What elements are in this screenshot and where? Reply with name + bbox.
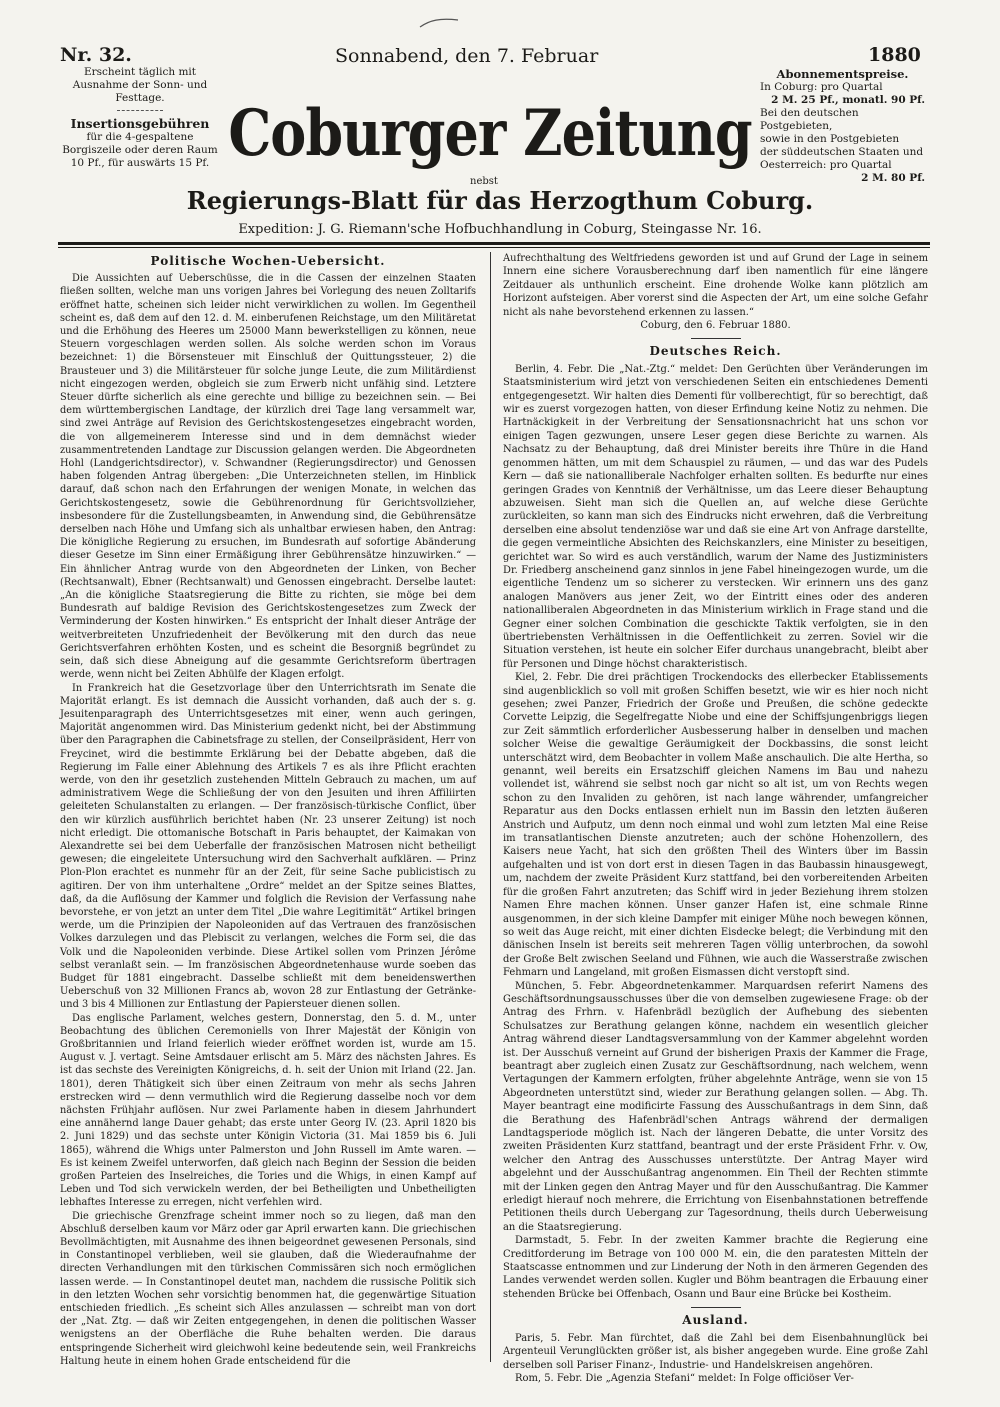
section-heading: Ausland. <box>682 1313 749 1328</box>
column-divider <box>490 252 491 1362</box>
article-dateline: Coburg, den 6. Februar 1880. <box>640 320 791 332</box>
issue-number: Nr. 32. <box>60 44 132 66</box>
newspaper-subtitle: Regierungs-Blatt für das Herzogthum Coburg. <box>186 186 814 215</box>
newspaper-title: Coburger Zeitung <box>228 95 752 171</box>
subscription-line: 2 M. 80 Pf. <box>861 172 925 184</box>
issue-year: 1880 <box>868 44 921 66</box>
subscription-line: Bei den deutschen Postgebieten, <box>760 107 859 132</box>
issue-date: Sonnabend, den 7. Februar <box>335 45 599 67</box>
article-paragraph: Rom, 5. Febr. Die „Agenzia Stefani“ meldet: In Folge officiöser Ver- <box>515 1372 854 1384</box>
subscription-line: Oesterreich: pro Quartal <box>760 159 892 171</box>
subscription-label: Abonnementspreise. <box>776 67 909 81</box>
subscription-line: In Coburg: pro Quartal <box>760 81 883 93</box>
divider <box>691 338 741 339</box>
article-paragraph: Aufrechthaltung des Weltfriedens geworden ist und auf Grund der Lage in seinem Innern eine sichere Vorausberechnung darf iben namentlich für eine längere Zeitdauer als unthunlich erscheint. Eine drohende Wolke kann plötzlich am Horizont aufsteigen. Aber vorerst sind die Aspecten der Art, um eine solche Gefahr nicht als nahe bevorstehend erkennen zu lassen.“ <box>503 253 928 318</box>
publishing-note: Erscheint täglich mit Ausnahme der Sonn- und Festtage. <box>72 66 208 104</box>
article-paragraph: In Frankreich hat die Gesetzvorlage über den Unterrichtsrath im Senate die Majorität erlangt. Es ist demnach die Aussicht vorhanden, daß auch der s. g. Jesuitenparagraph des Unterrichtsgesetzes mit einer, wenn auch geringen, Majorität angenommen wird. Das Ministerium gedenkt nicht, bei der Abstimmung über den Paragraphen die Cabinetsfrage zu stellen, der Conseilpräsident, Herr von Freycinet, wird die bestimmte Erklärung bei der Debatte abgeben, daß die Regierung im Falle einer Ablehnung des Artikels 7 es als ihre Pflicht erachten werde, von den ihr gesetzlich zustehenden Mitteln Gebrauch zu machen, um auf administrativem Wege die Schließung der von den Jesuiten und ihren Affiliirten geleiteten Schulanstalten zu erlangen. — Der französisch-türkische Conflict, über den wir kürzlich ausführlich berichtet haben (Nr. 23 unserer Zeitung) ist noch nicht erledigt. Die ottomanische Botschaft in Paris behauptet, der Kaimakan von Alexandrette sei bei dem Ueberfalle der französischen Matrosen nicht betheiligt gewesen; die eingeleitete Untersuchung wird den Sachverhalt aufklären. — Prinz Plon-Plon erachtet es nunmehr für an der Zeit, für seine Sache publicistisch zu agitiren. Der von ihm unterhaltene „Ordre“ meldet an der Spitze seines Blattes, daß, da die Auflösung der Kammer und folglich die Revision der Verfassung nahe bevorstehe, er von jetzt an unter dem Titel „Die wahre Legitimität“ Artikel bringen werde, um die Prinzipien der Napoleoniden auf das Vertrauen des französischen Volkes darzulegen und das Plebiscit zu verlangen, welches die Form sei, die das Volk und die Napoleoniden verbinde. Diese Artikel sollen vom Prinzen Jérôme selbst veranlaßt sein. — Im französischen Abgeordnetenhause wurde soeben das Budget für 1881 eingebracht. Dasselbe schließt mit dem beneidenswerthen Ueberschuß von 32 Millionen Francs ab, wovon 28 zur Entlastung der Getränke- und 3 bis 4 Millionen zur Entlastung der Papiersteuer dienen sollen. <box>60 682 476 1011</box>
article-paragraph: München, 5. Febr. Abgeordnetenkammer. Marquardsen referirt Namens des Geschäftsordnungsausschusses über die von demselben zugewiesene Frage: ob der Antrag des Frhrn. v. Hafenbrädl bezüglich der Aufhebung des siebenten Schulsatzes zur Berathung gelangen könne, nachdem ein wesentlich gleicher Antrag während dieser Landtagsversammlung von der Kammer abgelehnt worden ist. Der Ausschuß verneint auf Grund der bisherigen Praxis der Kammer die Frage, beantragt aber zugleich einen Zusatz zur Geschäftsordnung, nach welchem, wenn Vertagungen der Kammern erfolgten, früher abgelehnte Anträge, wenn sie von 15 Abgeordneten unterstützt sind, wieder zur Berathung gelangen sollen. — Abg. Th. Mayer beantragt eine modificirte Fassung des Ausschußantrags in dem Sinn, daß die Berathung des Hafenbrädl'schen Antrags während der dermaligen Landtagsperiode möglich ist. Nach der längeren Debatte, die unter Vorsitz des zweiten Präsidenten Kurz stattfand, beantragt und der erste Präsident Frhr. v. Ow, welcher den Antrag des Ausschusses unterstützte. Der Antrag Mayer wird abgelehnt und der Ausschußantrag angenommen. Ein Theil der Rechten stimmte mit der Linken gegen den Antrag Mayer und für den Ausschußantrag. Die Kammer erledigt hierauf noch mehrere, die Errichtung von Eisenbahnstationen betreffende Petitionen theils durch Uebergang zur Tagesordnung, theils durch Ueberweisung an die Staatsregierung. <box>503 980 928 1233</box>
subscription-line: 2 M. 25 Pf., monatl. 90 Pf. <box>771 94 925 106</box>
divider <box>117 110 163 111</box>
masthead-rule-thin <box>58 247 930 248</box>
article-paragraph: Paris, 5. Febr. Man fürchtet, daß die Zahl bei dem Eisenbahnunglück bei Argenteuil Verunglückten größer ist, als bisher angegeben wurde. Eine große Zahl derselben soll Pariser Finanz-, Industrie- und Handelskreisen angehören. <box>503 1332 928 1371</box>
article-paragraph: Das englische Parlament, welches gestern, Donnerstag, den 5. d. M., unter Beobachtung des üblichen Ceremoniells von Ihrer Majestät der Königin von Großbritannien und Irland feierlich wieder eröffnet worden ist, wurde am 15. August v. J. vertagt. Seine Amtsdauer erlischt am 5. März des nächsten Jahres. Es ist das sechste des Vereinigten Königreichs, d. h. seit der Union mit Irland (22. Jan. 1801), deren Thätigkeit sich über einen Zeitraum von mehr als sechs Jahren erstrecken wird — denn vermuthlich wird die Regierung dasselbe noch vor dem nächsten Frühjahr auflösen. Nur zwei Parlamente haben in diesem Jahrhundert eine annähernd lange Dauer gehabt; das erste unter Georg IV. (23. April 1820 bis 2. Juni 1829) und das sechste unter Königin Victoria (31. Mai 1859 bis 6. Juli 1865), während die Whigs unter Palmerston und John Russell im Amte waren. — Es ist keinem Zweifel unterworfen, daß gleich nach Beginn der Session die beiden großen Parteien des Inselreiches, die Tories und die Whigs, in einen Kampf auf Leben und Tod sich verwickeln werden, der bei Betheiligten und Unbetheiligten lebhaftes Interesse zu erregen, nicht verfehlen wird. <box>60 1012 476 1209</box>
masthead-left-box <box>60 44 220 170</box>
expedition-line: Expedition: J. G. Riemann'sche Hofbuchhandlung in Coburg, Steingasse Nr. 16. <box>238 222 762 237</box>
article-paragraph: Darmstadt, 5. Febr. In der zweiten Kammer brachte die Regierung eine Creditforderung im Betrage von 100 000 M. ein, die den paratesten Mitteln der Staatscasse entnommen und zur Linderung der Noth in den ärmeren Gegenden des Landes verwendet werden sollen. Kugler und Böhm beantragen die Erbauung einer stehenden Brücke bei Offenbach, Osann und Baur eine Brücke bei Kostheim. <box>503 1235 928 1300</box>
subscription-line: sowie in den Postgebieten <box>760 133 900 145</box>
right-column <box>503 252 928 1385</box>
article-paragraph: Die Aussichten auf Ueberschüsse, die in die Cassen der einzelnen Staaten fließen sollten, welche man uns vorigen Jahres bei Vorlegung des neuen Zolltarifs eröffnet hatte, scheinen sich leider nicht verwirklichen zu wollen. Im Gegentheil scheint es, daß dem auf den 12. d. M. einberufenen Reichstage, um den Militäretat und die Erhöhung des Heeres um 25000 Mann bewerkstelligen zu können, neue Steuern vorgeschlagen werden sollen. Als solche werden schon im Voraus bezeichnet: 1) die Börsensteuer mit Einschluß der Quittungssteuer, 2) die Brausteuer und 3) die Militärsteuer für solche junge Leute, die zum Militärdienst nicht eingezogen werden, obgleich sie zum Erwerb nicht unfähig sind. Letztere Steuer dürfte sicherlich als eine gerechte und billige zu bezeichnen sein. — Bei dem württembergischen Landtage, der kürzlich drei Tage lang versammelt war, sind zwei Anträge auf Revision des Gerichtskostengesetzes eingebracht worden, die von allgemeinerem Interesse sind und in dem demnächst wieder zusammentretenden Landtage zur Discussion gelangen werden. Die Abgeordneten Hohl (Landgerichtsdirector), v. Schwandner (Regierungsdirector) und Genossen haben folgenden Antrag übergeben: „Die Unterzeichneten stellen, im Hinblick darauf, daß schon nach den Erfahrungen der wenigen Monate, in welchen das Gerichtskostengesetz, sowie die Gebührenordnung für Gerichtsvollzieher, insbesondere für die Zustellungsbeamten, in Anwendung sind, die Gebührensätze derselben nach Höhe und Umfang sich als unhaltbar erwiesen haben, den Antrag: Die königliche Regierung zu ersuchen, im Bundesrath auf sofortige Abänderung dieser Gesetze im Sinn einer Ermäßigung ihrer Gebührensätze hinzuwirken.“ — Ein ähnlicher Antrag wurde von den Abgeordneten der Linken, von Becher (Rechtsanwalt), Ebner (Rechtsanwalt) und Genossen eingebracht. Derselbe lautet: „An die königliche Staatsregierung die Bitte zu richten, sie möge bei dem Bundesrath auf baldige Revision des Gerichtskostengesetzes zum Zweck der Verminderung der Kosten hinwirken.“ Es entspricht der Inhalt dieser Anträge der weitverbreiteten Unzufriedenheit der Bevölkerung mit den durch das neue Gerichtsverfahren erhöhten Kosten, und es scheint die Besorgniß begründet zu sein, daß sich diese Abneigung auf die gesammte Gerichtsreform übertragen werde, wenn nicht bei Zeiten Abhülfe der Klagen erfolgt. <box>60 273 476 681</box>
ad-fees-text: für die 4-gespaltene Borgiszeile oder deren Raum 10 Pf., für auswärts 15 Pf. <box>62 131 218 169</box>
ad-fees-label: Insertionsgebühren <box>70 116 210 131</box>
pencil-mark-icon <box>418 16 460 30</box>
article-paragraph: Kiel, 2. Febr. Die drei prächtigen Trockendocks des ellerbecker Etablissements sind augenblicklich so voll mit großen Schiffen besetzt, wie wir es hier noch nicht gesehen; zwei Panzer, Friedrich der Große und Preußen, die schöne gedeckte Corvette Leipzig, die Segelfregatte Niobe und eine der Schiffsjungenbriggs liegen zur Zeit sämmtlich erforderlicher Ausbesserung halber in denselben und machen solcher Weise die gewaltige Geräumigkeit der Dockbassins, die sonst leicht unterschätzt wird, dem Beobachter in vollem Maße anschaulich. Die alte Hertha, so genannt, weil bereits ein Ersatzschiff gleichen Namens im Bau und nahezu vollendet ist, während sie selbst noch gar nicht so alt ist, um von Rechts wegen schon zu den Invaliden zu gehören, ist nach lange währender, umfangreicher Reparatur aus den Docks entlassen erhielt nun im Bassin den letzten äußeren Anstrich und Aufputz, um denn noch einmal und wohl zum letzten Mal eine Reise im transatlantischen Dienste anzutreten; auch der schöne Hohenzollern, des Kaisers neue Yacht, hat sich den größten Theil des Winters über im Bassin aufgehalten und ist von dort erst in diesen Tagen in das Baubassin hinausgewegt, um, nachdem der zweite Präsident Kurz stattfand, bei den vorbereitenden Arbeiten für die großen Fahrt anzutreten; das Schiff wird in jeder Beziehung ihrem stolzen Namen Ehre machen können. Unser ganzer Hafen ist, eine schmale Rinne ausgenommen, in der sich kleine Dampfer mit einiger Mühe noch bewegen können, so weit das Auge reicht, mit einer dichten Eisdecke belegt; die Verbindung mit den dänischen Inseln ist bereits seit mehreren Tagen völlig unterbrochen, da sowohl der Große Belt zwischen Seeland und Fühnen, wie auch die Wasserstraße zwischen Fehmarn und Langeland, mit großen Eismassen dicht verstopft sind. <box>503 672 928 979</box>
left-column <box>60 252 476 1368</box>
section-heading: Politische Wochen-Uebersicht. <box>150 254 386 268</box>
divider <box>691 1307 741 1308</box>
article-paragraph: Die griechische Grenzfrage scheint immer noch so zu liegen, daß man den Abschluß derselben kaum vor März oder gar April erwarten kann. Die griechischen Bevollmächtigten, mit Ausnahme des ihnen beigeordnet gewesenen Personals, sind in Constantinopel verblieben, weil sie glauben, daß die Wiederaufnahme der directen Verhandlungen mit den türkischen Commissären sich noch ermöglichen lassen werde. — In Constantinopel deutet man, nachdem die russische Politik sich in den letzten Wochen sehr vorsichtig benommen hat, die gegenwärtige Situation entschieden friedlich. „Es scheint sich Alles anzulassen — schreibt man von dort der „Nat. Ztg. — daß wir Zeiten entgegengehen, in denen die politischen Wasser wenigstens an der Oberfläche die Ruhe behalten werden. Die daraus entspringende Sicherheit wird gleichwohl keine bedeutende sein, weil Frankreichs Haltung heute in einem hohen Grade entscheidend für die <box>60 1210 476 1367</box>
masthead-right-box <box>760 66 925 185</box>
nebst-label: nebst <box>470 176 498 187</box>
article-paragraph: Berlin, 4. Febr. Die „Nat.-Ztg.“ meldet: Den Gerüchten über Veränderungen im Staatsministerium wird jetzt von verschiedenen Seiten ein entschiedenes Dementi entgegengesetzt. Wir halten dies Dementi für vollberechtigt, für so berechtigt, daß wir es zuerst vorgezogen hatten, von dieser Erfindung keine Notiz zu nehmen. Die Hartnäckigkeit in der Verbreitung der Sensationsnachricht hat uns schon vor einigen Tagen gezwungen, unsere Leser gegen diese Berichte zu warnen. Als Nachsatz zu der Behauptung, daß drei Minister bereits ihre Thüre in die Hand genommen hätten, um mit dem Schauspiel zu räumen, — und das war des Pudels Kern — daß sie nationalliberale Nachfolger erhalten sollten. Es bedurfte nur eines geringen Grades von Kenntniß der Verhältnisse, um das Leere dieser Behauptung abzuweisen. Sieht man sich die Quellen an, auf welche diese Gerüchte zurückleiten, so kann man sich des Eindrucks nicht erwehren, daß die Verbreitung derselben eine absolut tendenziöse war und daß sie eine Art von Anfrage darstellte, die gegen vermeintliche Absichten des Reichskanzlers, eine Minister zu beseitigen, gerichtet war. So wird es auch verständlich, warum der Name des Justizministers Dr. Friedberg anscheinend ganz sinnlos in jene Fabel hineingezogen wurde, um die eigentliche Tendenz um so sicherer zu verstecken. Wir erinnern uns des ganz analogen Manövers aus jener Zeit, wo der Eintritt eines oder des anderen nationalliberalen Abgeordneten in das Ministerium wirklich in Frage stand und die Gegner einer solchen Combination die geschickte Taktik verfolgten, sie in den übertriebensten Verhältnissen in die Oeffentlichkeit zu zerren. Soviel wir die Situation verstehen, ist heute ein solcher Eifer durchaus unangebracht, bleibt aber für Personen und Dinge höchst charakteristisch. <box>503 363 928 670</box>
masthead-rule <box>58 242 930 245</box>
subscription-line: der süddeutschen Staaten und <box>760 146 924 158</box>
section-heading: Deutsches Reich. <box>649 344 782 359</box>
